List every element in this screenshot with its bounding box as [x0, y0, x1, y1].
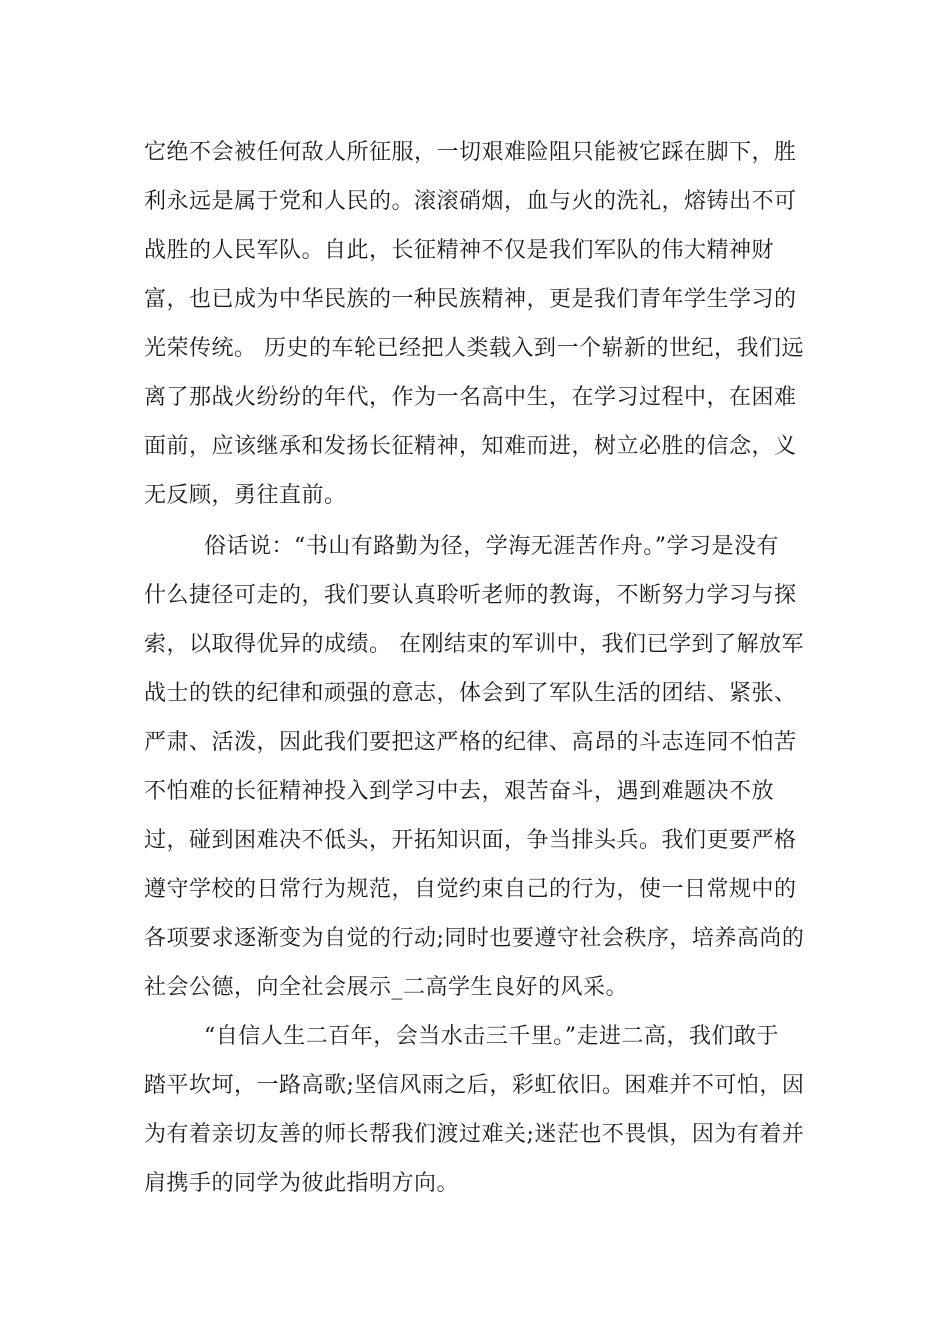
paragraph-line: 无反顾，勇往直前。: [144, 483, 347, 508]
paragraph-line: 离了那战火纷纷的年代，作为一名高中生，在学习过程中，在困难: [144, 385, 797, 410]
paragraph-line: 光荣传统。 历史的车轮已经把人类载入到一个崭新的世纪，我们远: [144, 336, 804, 361]
paragraph-line: 索，以取得优异的成绩。 在刚结束的军训中，我们已学到了解放军: [144, 632, 804, 657]
paragraph-line: 肩携手的同学为彼此指明方向。: [144, 1171, 460, 1196]
paragraph-line: 面前，应该继承和发扬长征精神，知难而进，树立必胜的信念，义: [144, 434, 797, 459]
paragraph-line: 踏平坎坷，一路高歌;坚信风雨之后，彩虹依旧。困难并不可怕，因: [144, 1073, 805, 1098]
paragraph-line: 遵守学校的日常行为规范，自觉约束自己的行为，使一日常规中的: [144, 877, 797, 902]
paragraph-line: 富，也已成为中华民族的一种民族精神，更是我们青年学生学习的: [144, 287, 797, 312]
paragraph-line: 严肃、活泼，因此我们要把这严格的纪律、高昂的斗志连同不怕苦: [144, 730, 797, 755]
paragraph-line: 不怕难的长征精神投入到学习中去，艰苦奋斗，遇到难题决不放: [144, 779, 775, 804]
paragraph-line: 战士的铁的纪律和顽强的意志，体会到了军队生活的团结、紧张、: [144, 681, 797, 706]
paragraph-line: 过，碰到困难决不低头，开拓知识面，争当排头兵。我们更要严格: [144, 828, 797, 853]
paragraph-line: 各项要求逐渐变为自觉的行动;同时也要遵守社会秩序，培养高尚的: [144, 926, 805, 951]
paragraph-line: 社会公德，向全社会展示_二高学生良好的风采。: [144, 975, 629, 1000]
paragraph-line: “自信人生二百年，会当水击三千里。”走进二高，我们敢于: [204, 1024, 779, 1049]
paragraph-line: 什么捷径可走的，我们要认真聆听老师的教诲，不断努力学习与探: [144, 583, 797, 608]
paragraph-line: 战胜的人民军队。自此，长征精神不仅是我们军队的伟大精神财: [144, 238, 775, 263]
paragraph-line: 为有着亲切友善的师长帮我们渡过难关;迷茫也不畏惧，因为有着并: [144, 1122, 805, 1147]
paragraph-line: 利永远是属于党和人民的。滚滚硝烟，血与火的洗礼，熔铸出不可: [144, 189, 797, 214]
paragraph-line: 俗话说：“书山有路勤为径，学海无涯苦作舟。”学习是没有: [204, 534, 779, 559]
paragraph-line: 它绝不会被任何敌人所征服，一切艰难险阻只能被它踩在脚下，胜: [144, 140, 797, 165]
